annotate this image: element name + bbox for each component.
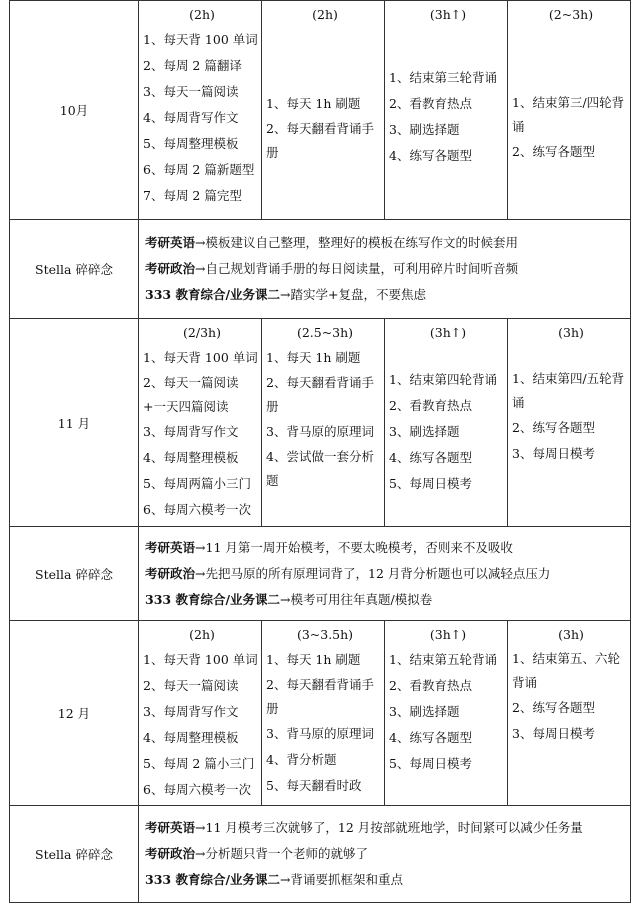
note-text: →背诵要抓框架和重点 <box>280 872 403 887</box>
note-subject: 333 教育综合/业务课二 <box>145 872 281 887</box>
task-item: 3、刷选择题 <box>389 704 460 719</box>
edu-cell <box>385 1 508 220</box>
note-text: →11 月第一周开始模考，不要太晚模考，否则来不及吸收 <box>195 539 513 555</box>
note-text: →先把马原的所有原理词背了，12 月背分析题也可以减轻点压力 <box>195 565 551 581</box>
task-item: 1、每天 1h 刷题 <box>266 652 361 667</box>
task-item: 6、每周六模考一次 <box>143 502 251 517</box>
hours-label: (3h↑) <box>429 325 467 340</box>
task-item: 2、练写各题型 <box>512 700 595 715</box>
english-cell <box>139 319 262 527</box>
task-item: 1、每天背 100 单词 <box>143 652 258 667</box>
note-subject: 考研英语 <box>145 235 196 250</box>
politics-cell <box>262 1 385 220</box>
task-item: 1、结束第三轮背诵 <box>389 70 497 85</box>
task-item: 1、每天 1h 刷题 <box>266 96 361 111</box>
hours-label: (2h) <box>312 7 338 22</box>
note-line <box>145 561 624 587</box>
task-item: 3、刷选择题 <box>389 122 460 137</box>
task-item: 4、每周整理模板 <box>143 730 239 745</box>
task-item: 1、每天 1h 刷题 <box>266 350 361 365</box>
task-item: 5、每周日模考 <box>389 476 472 491</box>
task-item: 2、看教育热点 <box>389 678 472 693</box>
task-item: 3、背马原的原理词 <box>266 726 374 741</box>
english-cell <box>139 1 262 220</box>
edu-cell <box>385 621 508 806</box>
hours-label: (2h) <box>189 7 215 22</box>
major-cell <box>508 1 631 220</box>
task-item: 1、结束第四轮背诵 <box>389 372 497 387</box>
note-subject: 考研英语 <box>145 820 196 835</box>
major-cell <box>508 319 631 527</box>
note-subject: 考研英语 <box>145 539 196 555</box>
task-item: 3、每周背写作文 <box>143 424 239 439</box>
note-text: →模考可用往年真题/模拟卷 <box>280 591 433 607</box>
note-line <box>145 815 624 841</box>
note-text: →模板建议自己整理，整理好的模板在练写作文的时候套用 <box>195 235 518 250</box>
task-item: 2、每天翻看背诵手册 <box>266 677 374 716</box>
task-item: 2、每天一篇阅读+一天四篇阅读 <box>143 375 239 414</box>
note-subject: 考研政治 <box>145 565 196 581</box>
note-label: Stella 碎碎念 <box>10 806 139 903</box>
hours-label: (3h) <box>558 325 584 340</box>
task-item: 2、每周 2 篇翻译 <box>143 58 242 73</box>
task-item: 4、练写各题型 <box>389 450 472 465</box>
month-label: 11 月 <box>10 319 139 527</box>
task-item: 3、每天一篇阅读 <box>143 84 239 99</box>
task-item: 5、每周两篇小三门 <box>143 476 251 491</box>
note-subject: 考研政治 <box>145 261 196 276</box>
task-item: 2、练写各题型 <box>512 420 595 435</box>
task-item: 3、刷选择题 <box>389 424 460 439</box>
task-item: 5、每周整理模板 <box>143 136 239 151</box>
task-item: 2、练写各题型 <box>512 144 595 159</box>
task-item: 5、每周 2 篇小三门 <box>143 756 255 771</box>
hours-label: (2h) <box>189 627 215 642</box>
politics-cell <box>262 319 385 527</box>
task-item: 4、每周整理模板 <box>143 450 239 465</box>
note-line <box>145 587 624 613</box>
note-text: →11 月模考三次就够了，12 月按部就班地学，时间紧可以减少任务量 <box>195 820 583 835</box>
hours-label: (2/3h) <box>183 325 221 340</box>
note-line <box>145 230 624 256</box>
note-subject: 333 教育综合/业务课二 <box>145 287 281 302</box>
task-item: 4、每周背写作文 <box>143 110 239 125</box>
task-item: 1、结束第五轮背诵 <box>389 652 497 667</box>
note-subject: 考研政治 <box>145 846 196 861</box>
english-cell <box>139 621 262 806</box>
task-item: 2、每天一篇阅读 <box>143 678 239 693</box>
task-item: 5、每天翻看时政 <box>266 778 362 793</box>
task-item: 5、每周日模考 <box>389 756 472 771</box>
note-text: →自己规划背诵手册的每日阅读量，可利用碎片时间听音频 <box>195 261 518 276</box>
note-cell <box>139 220 631 319</box>
note-label: Stella 碎碎念 <box>10 527 139 621</box>
hours-label: (3h) <box>558 627 584 642</box>
note-line <box>145 867 624 893</box>
study-plan-table <box>9 0 631 903</box>
hours-label: (3h↑) <box>429 627 467 642</box>
task-item: 3、背马原的原理词 <box>266 424 374 439</box>
edu-cell <box>385 319 508 527</box>
month-row-dec <box>10 621 631 806</box>
note-line <box>145 535 624 561</box>
note-line <box>145 841 624 867</box>
task-item: 1、结束第五、六轮背诵 <box>512 651 620 690</box>
note-row-dec <box>10 806 631 903</box>
note-text: →分析题只背一个老师的就够了 <box>195 846 368 861</box>
task-item: 3、每周背写作文 <box>143 704 239 719</box>
note-subject: 333 教育综合/业务课二 <box>145 591 281 607</box>
month-label: 12 月 <box>10 621 139 806</box>
task-item: 1、每天背 100 单词 <box>143 32 258 47</box>
major-cell <box>508 621 631 806</box>
note-text: →踏实学+复盘，不要焦虑 <box>280 287 426 302</box>
hours-label: (2.5~3h) <box>296 325 354 340</box>
task-item: 4、练写各题型 <box>389 730 472 745</box>
month-label: 10月 <box>10 1 139 220</box>
hours-label: (3~3.5h) <box>296 627 354 642</box>
task-item: 2、每天翻看背诵手册 <box>266 121 374 160</box>
task-item: 4、尝试做一套分析题 <box>266 449 374 488</box>
note-label: Stella 碎碎念 <box>10 220 139 319</box>
task-item: 7、每周 2 篇完型 <box>143 188 242 203</box>
note-cell <box>139 806 631 903</box>
note-line <box>145 256 624 282</box>
hours-label: (2~3h) <box>548 7 594 22</box>
month-row-oct <box>10 1 631 220</box>
task-item: 2、看教育热点 <box>389 96 472 111</box>
task-item: 4、练写各题型 <box>389 148 472 163</box>
politics-cell <box>262 621 385 806</box>
month-row-nov <box>10 319 631 527</box>
hours-label: (3h↑) <box>429 7 467 22</box>
task-item: 2、看教育热点 <box>389 398 472 413</box>
note-row-oct <box>10 220 631 319</box>
task-item: 1、结束第三/四轮背诵 <box>512 95 625 134</box>
task-item: 6、每周 2 篇新题型 <box>143 162 255 177</box>
note-line <box>145 282 624 308</box>
task-item: 2、每天翻看背诵手册 <box>266 375 374 414</box>
note-cell <box>139 527 631 621</box>
task-item: 6、每周六模考一次 <box>143 782 251 797</box>
task-item: 4、背分析题 <box>266 752 337 767</box>
task-item: 1、结束第四/五轮背诵 <box>512 371 625 410</box>
note-row-nov <box>10 527 631 621</box>
task-item: 1、每天背 100 单词 <box>143 350 258 365</box>
task-item: 3、每周日模考 <box>512 726 595 741</box>
task-item: 3、每周日模考 <box>512 446 595 461</box>
